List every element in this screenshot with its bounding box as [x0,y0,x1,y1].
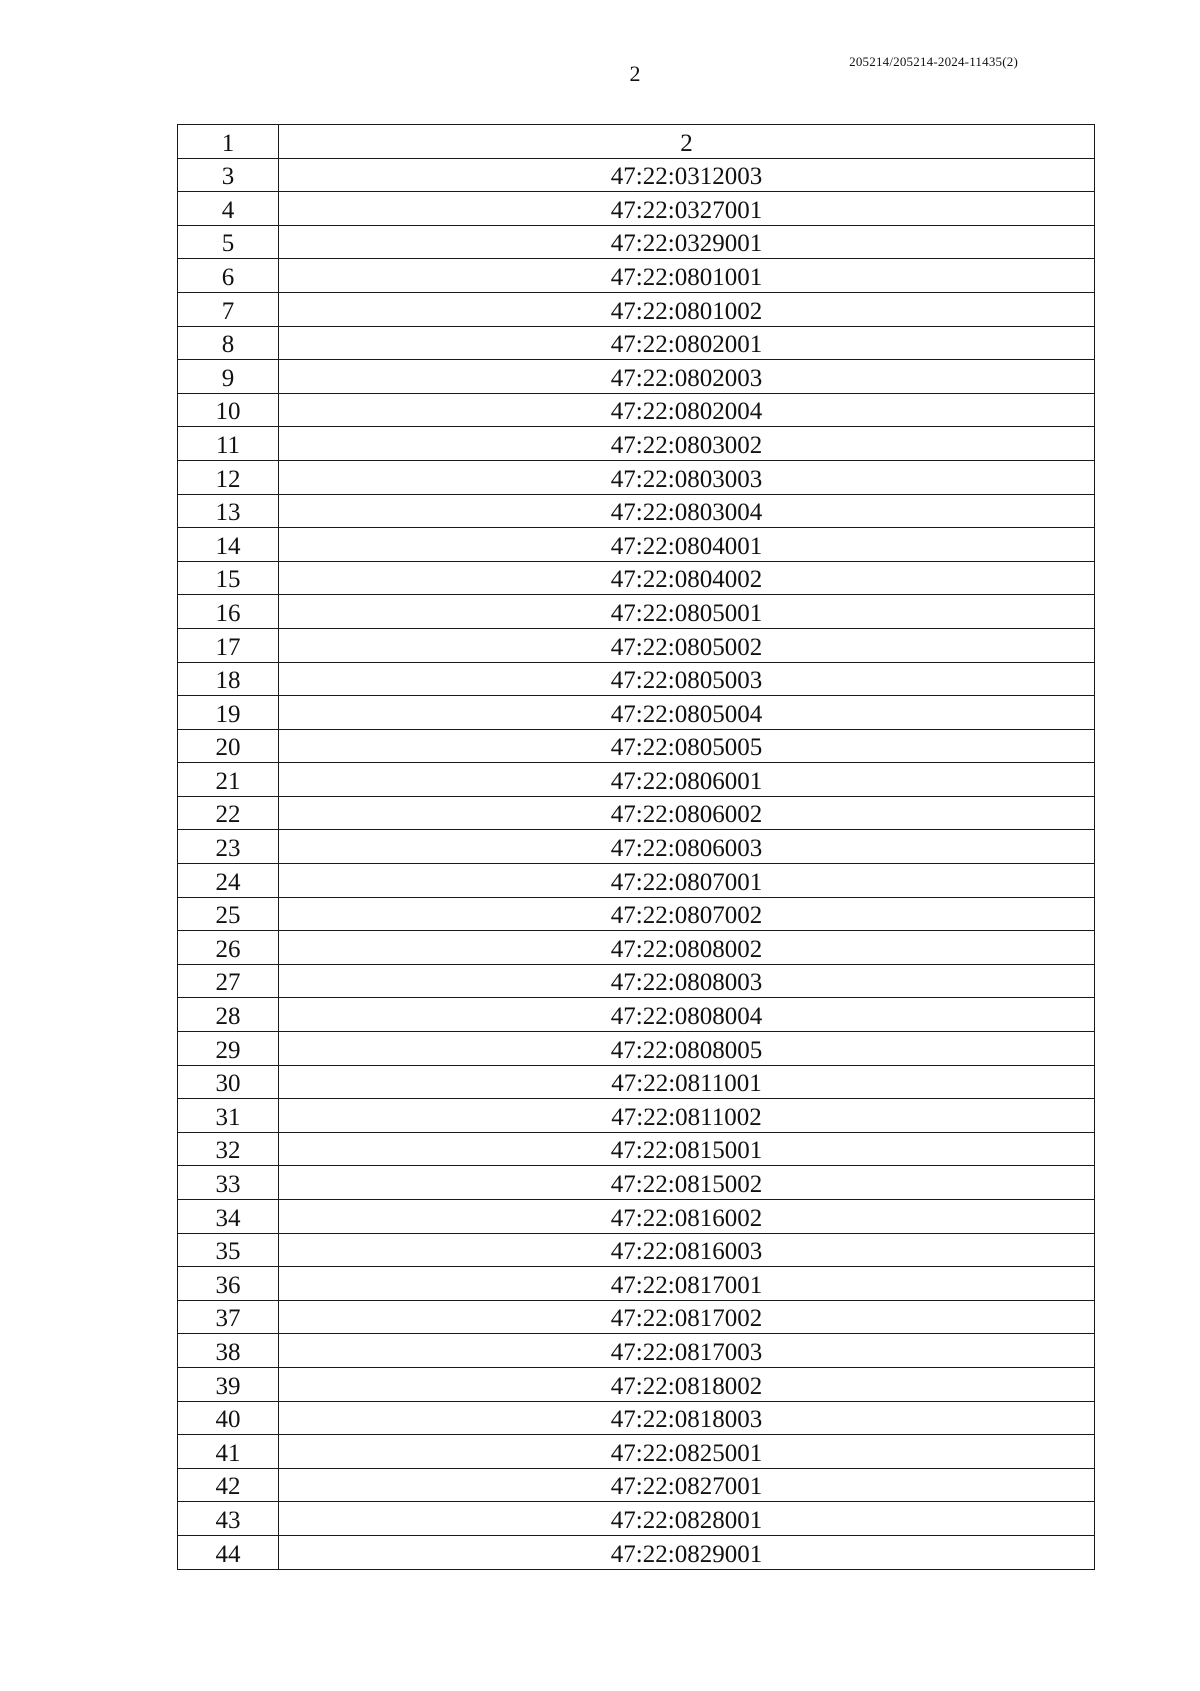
cadastral-number-cell: 47:22:0827001 [279,1468,1095,1502]
row-number-cell: 24 [178,864,279,898]
table-row [178,158,1095,192]
cadastral-number-cell: 47:22:0312003 [279,158,1095,192]
cadastral-number-cell: 47:22:0803004 [279,494,1095,528]
table-row [178,1502,1095,1536]
cadastral-number-cell: 47:22:0808003 [279,964,1095,998]
cadastral-number-cell: 47:22:0805001 [279,595,1095,629]
row-number-cell: 4 [178,192,279,226]
row-number-cell: 42 [178,1468,279,1502]
row-number-cell: 13 [178,494,279,528]
cadastral-number-cell: 47:22:0801002 [279,292,1095,326]
row-number-cell: 6 [178,259,279,293]
table-row [178,326,1095,360]
table-row [178,830,1095,864]
cadastral-number-cell: 47:22:0808002 [279,931,1095,965]
table-row [178,1065,1095,1099]
row-number-cell: 20 [178,729,279,763]
cadastral-number-cell: 47:22:0806002 [279,796,1095,830]
table-row [178,1535,1095,1569]
cadastral-number-cell: 47:22:0816003 [279,1233,1095,1267]
table-row [178,360,1095,394]
table-row [178,427,1095,461]
document-reference: 205214/205214-2024-11435(2) [849,54,1018,69]
row-number-cell: 19 [178,696,279,730]
row-number-cell: 33 [178,1166,279,1200]
cadastral-number-cell: 47:22:0807002 [279,897,1095,931]
row-number-cell: 16 [178,595,279,629]
row-number-cell: 15 [178,561,279,595]
cadastral-number-cell: 47:22:0327001 [279,192,1095,226]
table-row [178,192,1095,226]
cadastral-number-cell: 47:22:0802003 [279,360,1095,394]
table-body [178,125,1095,1570]
table-row [178,1300,1095,1334]
row-number-cell: 25 [178,897,279,931]
cadastral-number-cell: 47:22:0802001 [279,326,1095,360]
row-number-cell: 22 [178,796,279,830]
row-number-cell: 34 [178,1200,279,1234]
table-row [178,662,1095,696]
cadastral-number-cell: 47:22:0803003 [279,460,1095,494]
table-row [178,1435,1095,1469]
row-number-cell: 26 [178,931,279,965]
row-number-cell: 35 [178,1233,279,1267]
table-row [178,931,1095,965]
cadastral-number-cell: 47:22:0807001 [279,864,1095,898]
page-number: 2 [629,61,641,86]
table-row [178,292,1095,326]
cadastral-number-cell: 47:22:0805003 [279,662,1095,696]
table-row [178,259,1095,293]
cadastral-number-cell: 47:22:0804001 [279,528,1095,562]
cadastral-number-cell: 47:22:0829001 [279,1535,1095,1569]
table-row [178,1132,1095,1166]
cadastral-number-cell: 47:22:0806001 [279,763,1095,797]
cadastral-number-cell: 47:22:0816002 [279,1200,1095,1234]
row-number-cell: 37 [178,1300,279,1334]
row-number-cell: 10 [178,393,279,427]
row-number-cell: 39 [178,1367,279,1401]
cadastral-number-cell: 47:22:0808005 [279,1032,1095,1066]
row-number-cell: 21 [178,763,279,797]
row-number-cell: 11 [178,427,279,461]
row-number-cell: 7 [178,292,279,326]
row-number-cell: 18 [178,662,279,696]
cadastral-number-cell: 47:22:0806003 [279,830,1095,864]
table-row [178,595,1095,629]
table-row [178,528,1095,562]
row-number-cell: 32 [178,1132,279,1166]
cadastral-number-cell: 47:22:0803002 [279,427,1095,461]
row-number-cell: 14 [178,528,279,562]
cadastral-number-cell: 47:22:0818003 [279,1401,1095,1435]
cadastral-number-cell: 47:22:0802004 [279,393,1095,427]
row-number-cell: 5 [178,225,279,259]
row-number-cell: 23 [178,830,279,864]
row-number-cell: 31 [178,1099,279,1133]
row-number-cell: 43 [178,1502,279,1536]
table-row [178,897,1095,931]
cadastral-number-cell: 47:22:0817003 [279,1334,1095,1368]
table-row [178,1468,1095,1502]
cadastral-number-cell: 47:22:0815001 [279,1132,1095,1166]
table-row [178,225,1095,259]
cadastral-number-cell: 47:22:0804002 [279,561,1095,595]
table-row [178,1401,1095,1435]
row-number-cell: 44 [178,1535,279,1569]
table-row [178,796,1095,830]
row-number-cell: 28 [178,998,279,1032]
table-row [178,696,1095,730]
data-table [177,124,1095,1570]
cadastral-number-cell: 47:22:0828001 [279,1502,1095,1536]
row-number-cell: 29 [178,1032,279,1066]
table-row [178,393,1095,427]
table-row [178,964,1095,998]
table-row [178,628,1095,662]
table-header-row [178,125,1095,159]
table-row [178,1233,1095,1267]
cadastral-number-cell: 47:22:0818002 [279,1367,1095,1401]
cadastral-number-cell: 47:22:0825001 [279,1435,1095,1469]
cadastral-number-cell: 47:22:0805004 [279,696,1095,730]
table-row [178,1099,1095,1133]
cadastral-number-cell: 47:22:0811001 [279,1065,1095,1099]
table-row [178,561,1095,595]
cadastral-number-cell: 47:22:0817001 [279,1267,1095,1301]
header-cell-col2: 2 [279,125,1095,159]
row-number-cell: 27 [178,964,279,998]
table-row [178,1200,1095,1234]
table-row [178,1267,1095,1301]
row-number-cell: 38 [178,1334,279,1368]
row-number-cell: 3 [178,158,279,192]
row-number-cell: 40 [178,1401,279,1435]
table-row [178,1334,1095,1368]
table-row [178,729,1095,763]
row-number-cell: 41 [178,1435,279,1469]
row-number-cell: 30 [178,1065,279,1099]
table-row [178,1367,1095,1401]
table-row [178,1032,1095,1066]
cadastral-number-cell: 47:22:0801001 [279,259,1095,293]
row-number-cell: 36 [178,1267,279,1301]
row-number-cell: 8 [178,326,279,360]
table-row [178,998,1095,1032]
row-number-cell: 17 [178,628,279,662]
table-row [178,763,1095,797]
header-cell-col1: 1 [178,125,279,159]
row-number-cell: 9 [178,360,279,394]
table-row [178,1166,1095,1200]
cadastral-number-cell: 47:22:0805002 [279,628,1095,662]
cadastral-number-cell: 47:22:0817002 [279,1300,1095,1334]
cadastral-number-cell: 47:22:0815002 [279,1166,1095,1200]
table-row [178,494,1095,528]
table-row [178,460,1095,494]
cadastral-number-cell: 47:22:0808004 [279,998,1095,1032]
cadastral-number-cell: 47:22:0811002 [279,1099,1095,1133]
table-row [178,864,1095,898]
row-number-cell: 12 [178,460,279,494]
cadastral-number-cell: 47:22:0329001 [279,225,1095,259]
cadastral-number-cell: 47:22:0805005 [279,729,1095,763]
